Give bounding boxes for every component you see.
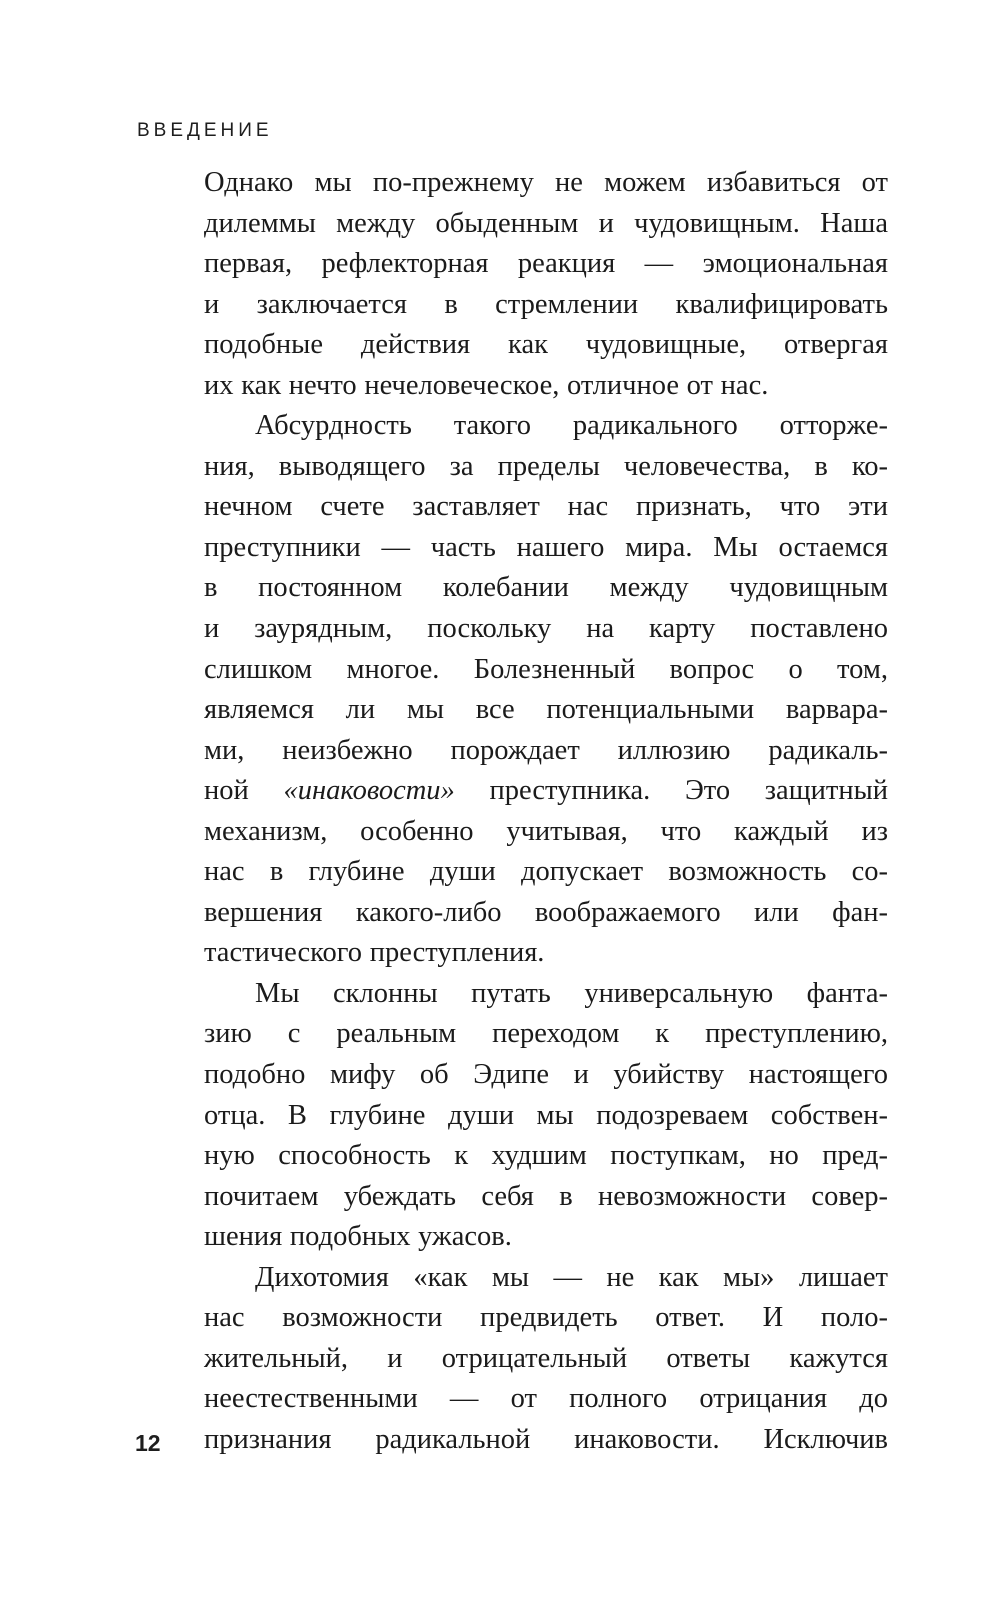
text-line: являемся ли мы все потенциальными варвара- (204, 694, 888, 726)
paragraph (204, 406, 888, 974)
text-line: жительный, и отрицательный ответы кажутся (204, 1342, 888, 1374)
text-line: признания радикальной инаковости. Исключив (204, 1423, 888, 1455)
text-line: зию с реальным переходом к преступлению, (204, 1018, 888, 1050)
text-line: вершения какого-либо воображаемого или фан- (204, 896, 888, 928)
text-line: механизм, особенно учитывая, что каждый из (204, 815, 888, 847)
text-line: первая, рефлекторная реакция — эмоциональная (204, 248, 888, 280)
text-segment: ной (204, 775, 284, 807)
text-line: нас в глубине души допускает возможность со- (204, 856, 888, 888)
text-line: нечном счете заставляет нас признать, что эти (204, 491, 888, 523)
page-number: 12 (135, 1430, 161, 1456)
italic-phrase: «инаковости» (283, 775, 455, 807)
text-line (204, 771, 888, 812)
paragraph (204, 974, 888, 1258)
text-line: ми, неизбежно порождает иллюзию радикаль- (204, 734, 888, 766)
text-line: дилеммы между обыденным и чудовищным. Наша (204, 207, 888, 239)
text-line: слишком многое. Болезненный вопрос о том, (204, 653, 888, 685)
text-block (204, 163, 888, 1461)
text-line: и заурядным, поскольку на карту поставлено (204, 613, 888, 645)
text-line: неестественными — от полного отрицания до (204, 1383, 888, 1415)
text-line: почитаем убеждать себя в невозможности совер- (204, 1180, 888, 1212)
text-line: их как нечто нечеловеческое, отличное от нас. (204, 369, 769, 401)
text-line: ную способность к худшим поступкам, но пред- (204, 1140, 888, 1172)
text-line: Дихотомия «как мы — не как мы» лишает (255, 1261, 888, 1293)
text-line: ния, выводящего за пределы человечества, в ко- (204, 450, 888, 482)
text-line: в постоянном колебании между чудовищным (204, 572, 888, 604)
text-line: подобные действия как чудовищные, отвергая (204, 329, 888, 361)
text-line: отца. В глубине души мы подозреваем собствен- (204, 1099, 888, 1131)
text-line: шения подобных ужасов. (204, 1221, 512, 1253)
running-header: ВВЕДЕНИЕ (137, 120, 273, 141)
text-line: тастического преступления. (204, 937, 545, 969)
text-line: Абсурдность такого радикального отторже- (255, 410, 888, 442)
text-line: подобно мифу об Эдипе и убийству настоящего (204, 1059, 888, 1091)
paragraph (204, 1258, 888, 1461)
text-line: Мы склонны путать универсальную фанта- (255, 977, 888, 1009)
paragraph (204, 163, 888, 406)
text-segment: преступника. Это защитный (454, 775, 888, 807)
text-line: и заключается в стремлении квалифицировать (204, 288, 888, 320)
text-line: Однако мы по-прежнему не можем избавиться от (204, 167, 888, 198)
text-line: преступники — часть нашего мира. Мы остаемся (204, 531, 888, 563)
text-line: нас возможности предвидеть ответ. И поло- (204, 1302, 888, 1334)
